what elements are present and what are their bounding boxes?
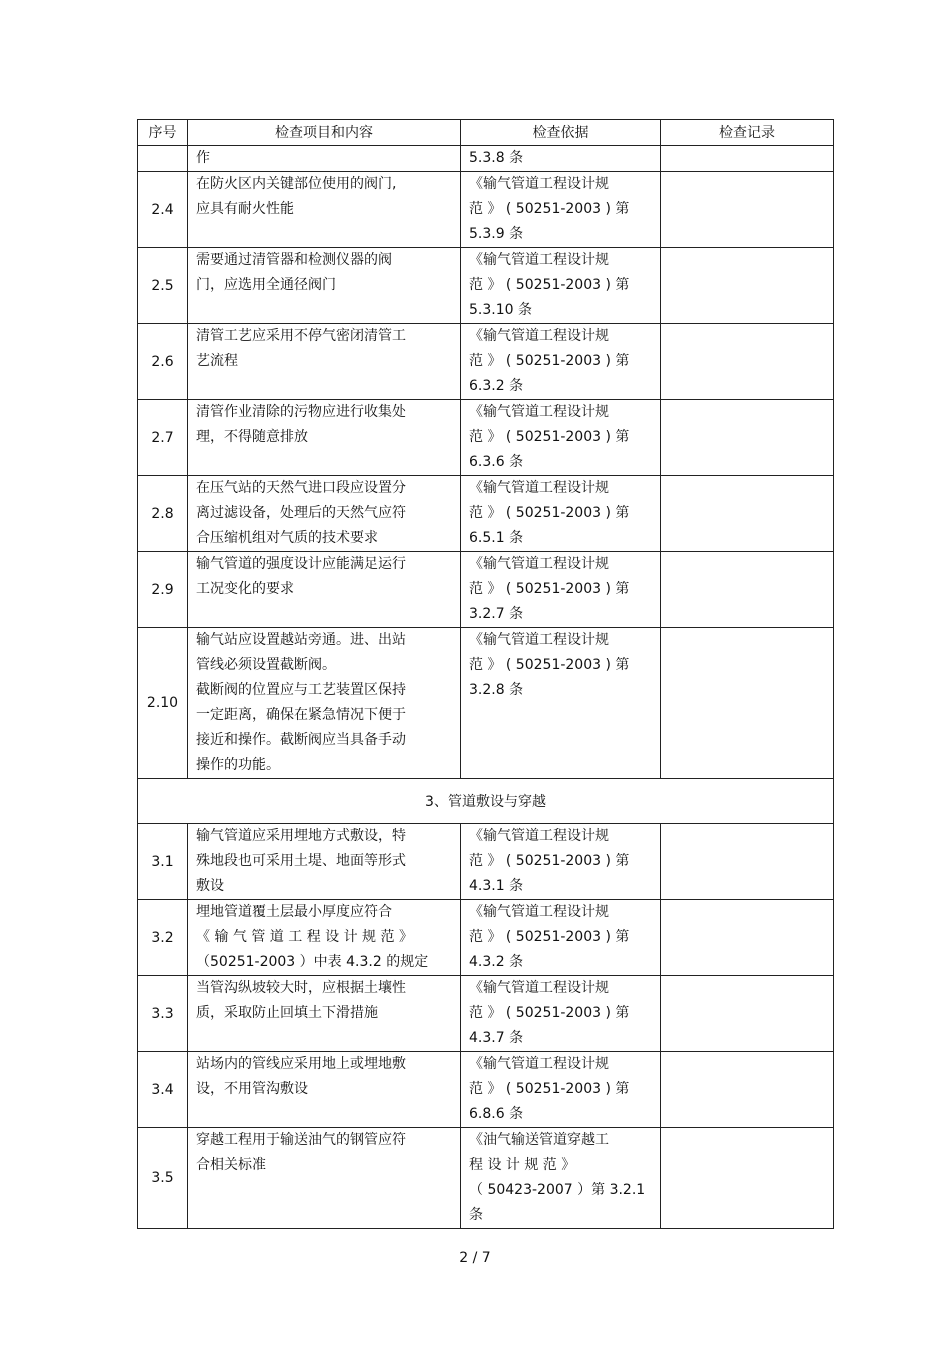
item-line: 《 输 气 管 道 工 程 设 计 规 范 》 bbox=[196, 929, 413, 945]
item-line: 敷设 bbox=[196, 878, 224, 894]
basis-line: 条 bbox=[469, 1207, 483, 1223]
item-line: 管线必须设置截断阀。 bbox=[196, 657, 336, 673]
row-item bbox=[188, 324, 461, 400]
basis-line: 4.3.1 条 bbox=[469, 878, 524, 894]
section-title: 3、管道敷设与穿越 bbox=[138, 779, 834, 824]
item-line: 清管工艺应采用不停气密闭清管工 bbox=[196, 328, 406, 344]
row-item bbox=[188, 248, 461, 324]
row-item bbox=[188, 172, 461, 248]
header-item: 检查项目和内容 bbox=[188, 120, 461, 146]
item-line: 艺流程 bbox=[196, 353, 238, 369]
row-basis bbox=[461, 324, 661, 400]
basis-line: 范 》 ( 50251-2003 ) 第 bbox=[469, 201, 630, 217]
basis-line: 程 设 计 规 范 》 bbox=[469, 1157, 576, 1173]
item-line: 殊地段也可采用土堤、地面等形式 bbox=[196, 853, 406, 869]
row-record bbox=[661, 476, 834, 552]
table-row-continued bbox=[138, 146, 834, 172]
basis-line: 范 》 ( 50251-2003 ) 第 bbox=[469, 1081, 630, 1097]
row-record bbox=[661, 248, 834, 324]
table-row bbox=[138, 248, 834, 324]
header-basis: 检查依据 bbox=[461, 120, 661, 146]
table-body-a bbox=[138, 146, 834, 779]
row-basis bbox=[461, 400, 661, 476]
table-row bbox=[138, 628, 834, 779]
inspection-table bbox=[137, 119, 834, 1229]
row-record bbox=[661, 400, 834, 476]
table-row bbox=[138, 476, 834, 552]
section-body bbox=[138, 779, 834, 824]
basis-line: 3.2.7 条 bbox=[469, 606, 524, 622]
row-item bbox=[188, 976, 461, 1052]
item-line: 接近和操作。截断阀应当具备手动 bbox=[196, 732, 406, 748]
row-no: 2.5 bbox=[138, 248, 188, 324]
table-row bbox=[138, 1128, 834, 1229]
table-header-row bbox=[138, 120, 834, 146]
basis-line: 3.2.8 条 bbox=[469, 682, 524, 698]
row-no: 3.1 bbox=[138, 824, 188, 900]
row-item bbox=[188, 824, 461, 900]
item-line: 工况变化的要求 bbox=[196, 581, 294, 597]
row-basis bbox=[461, 248, 661, 324]
item-line: 门，应选用全通径阀门 bbox=[196, 277, 336, 293]
basis-line: 范 》 ( 50251-2003 ) 第 bbox=[469, 429, 630, 445]
item-line: 输气管道的强度设计应能满足运行 bbox=[196, 556, 406, 572]
basis-line: 6.3.6 条 bbox=[469, 454, 524, 470]
basis-line: 范 》 ( 50251-2003 ) 第 bbox=[469, 853, 630, 869]
item-line: 输气站应设置越站旁通。进、出站 bbox=[196, 632, 406, 648]
row-no: 3.3 bbox=[138, 976, 188, 1052]
row-record bbox=[661, 976, 834, 1052]
row-item bbox=[188, 1128, 461, 1229]
item-line: 合压缩机组对气质的技术要求 bbox=[196, 530, 378, 546]
row-record bbox=[661, 146, 834, 172]
basis-line: 《输气管道工程设计规 bbox=[469, 328, 609, 344]
basis-line: 《输气管道工程设计规 bbox=[469, 1056, 609, 1072]
row-record bbox=[661, 552, 834, 628]
row-record bbox=[661, 1052, 834, 1128]
table-row bbox=[138, 324, 834, 400]
basis-line: 6.8.6 条 bbox=[469, 1106, 524, 1122]
row-record bbox=[661, 172, 834, 248]
row-no: 3.4 bbox=[138, 1052, 188, 1128]
basis-line: 范 》 ( 50251-2003 ) 第 bbox=[469, 1005, 630, 1021]
item-line: （50251-2003 ）中表 4.3.2 的规定 bbox=[196, 954, 429, 970]
item-line: 一定距离，确保在紧急情况下便于 bbox=[196, 707, 406, 723]
row-item bbox=[188, 400, 461, 476]
table-row bbox=[138, 900, 834, 976]
basis-line: （ 50423-2007 ）第 3.2.1 bbox=[469, 1182, 646, 1198]
table-row bbox=[138, 172, 834, 248]
basis-line: 4.3.2 条 bbox=[469, 954, 524, 970]
basis-line: 《输气管道工程设计规 bbox=[469, 904, 609, 920]
table-body-b bbox=[138, 824, 834, 1229]
basis-line: 《输气管道工程设计规 bbox=[469, 252, 609, 268]
row-item bbox=[188, 628, 461, 779]
row-record bbox=[661, 824, 834, 900]
basis-line: 《输气管道工程设计规 bbox=[469, 404, 609, 420]
item-line: 应具有耐火性能 bbox=[196, 201, 294, 217]
table-row bbox=[138, 1052, 834, 1128]
item-line: 输气管道应采用埋地方式敷设，特 bbox=[196, 828, 406, 844]
item-line: 当管沟纵坡较大时，应根据土壤性 bbox=[196, 980, 406, 996]
header-record: 检查记录 bbox=[661, 120, 834, 146]
header-no: 序号 bbox=[138, 120, 188, 146]
row-item bbox=[188, 900, 461, 976]
item-line: 操作的功能。 bbox=[196, 757, 280, 773]
basis-line: 5.3.10 条 bbox=[469, 302, 532, 318]
basis-line: 5.3.9 条 bbox=[469, 226, 524, 242]
row-no bbox=[138, 146, 188, 172]
item-line: 理，不得随意排放 bbox=[196, 429, 308, 445]
basis-line: 4.3.7 条 bbox=[469, 1030, 524, 1046]
basis-line: 6.5.1 条 bbox=[469, 530, 524, 546]
row-basis bbox=[461, 146, 661, 172]
item-line: 清管作业清除的污物应进行收集处 bbox=[196, 404, 406, 420]
basis-line: 《输气管道工程设计规 bbox=[469, 556, 609, 572]
item-line: 需要通过清管器和检测仪器的阀 bbox=[196, 252, 392, 268]
basis-line: 《油气输送管道穿越工 bbox=[469, 1132, 609, 1148]
row-basis bbox=[461, 552, 661, 628]
item-line: 埋地管道覆土层最小厚度应符合 bbox=[196, 904, 392, 920]
row-basis bbox=[461, 476, 661, 552]
row-no: 2.6 bbox=[138, 324, 188, 400]
basis-line: 范 》 ( 50251-2003 ) 第 bbox=[469, 657, 630, 673]
row-no: 2.8 bbox=[138, 476, 188, 552]
table-row bbox=[138, 400, 834, 476]
basis-line: 《输气管道工程设计规 bbox=[469, 480, 609, 496]
item-line: 站场内的管线应采用地上或埋地敷 bbox=[196, 1056, 406, 1072]
basis-line: 范 》 ( 50251-2003 ) 第 bbox=[469, 581, 630, 597]
item-line: 在压气站的天然气进口段应设置分 bbox=[196, 480, 406, 496]
basis-line: 《输气管道工程设计规 bbox=[469, 828, 609, 844]
basis-line: 《输气管道工程设计规 bbox=[469, 980, 609, 996]
basis-line: 6.3.2 条 bbox=[469, 378, 524, 394]
table-row bbox=[138, 824, 834, 900]
row-basis bbox=[461, 824, 661, 900]
row-basis bbox=[461, 1128, 661, 1229]
row-no: 2.9 bbox=[138, 552, 188, 628]
row-record bbox=[661, 628, 834, 779]
row-basis bbox=[461, 628, 661, 779]
row-item bbox=[188, 476, 461, 552]
row-item bbox=[188, 146, 461, 172]
item-line: 设，不用管沟敷设 bbox=[196, 1081, 308, 1097]
item-line: 在防火区内关键部位使用的阀门, bbox=[196, 176, 397, 192]
page-number: 2 / 7 bbox=[459, 1250, 491, 1266]
row-basis bbox=[461, 900, 661, 976]
item-line: 作 bbox=[196, 150, 210, 166]
table-row bbox=[138, 976, 834, 1052]
row-basis bbox=[461, 976, 661, 1052]
row-item bbox=[188, 1052, 461, 1128]
row-no: 3.2 bbox=[138, 900, 188, 976]
row-no: 3.5 bbox=[138, 1128, 188, 1229]
section-row bbox=[138, 779, 834, 824]
row-basis bbox=[461, 172, 661, 248]
row-basis bbox=[461, 1052, 661, 1128]
basis-line: 5.3.8 条 bbox=[469, 150, 524, 166]
row-no: 2.4 bbox=[138, 172, 188, 248]
basis-line: 范 》 ( 50251-2003 ) 第 bbox=[469, 353, 630, 369]
row-record bbox=[661, 324, 834, 400]
row-record bbox=[661, 1128, 834, 1229]
row-item bbox=[188, 552, 461, 628]
basis-line: 范 》 ( 50251-2003 ) 第 bbox=[469, 505, 630, 521]
item-line: 截断阀的位置应与工艺装置区保持 bbox=[196, 682, 406, 698]
basis-line: 范 》 ( 50251-2003 ) 第 bbox=[469, 929, 630, 945]
row-no: 2.10 bbox=[138, 628, 188, 779]
item-line: 离过滤设备，处理后的天然气应符 bbox=[196, 505, 406, 521]
item-line: 质，采取防止回填土下滑措施 bbox=[196, 1005, 378, 1021]
table-row bbox=[138, 552, 834, 628]
item-line: 穿越工程用于输送油气的钢管应符 bbox=[196, 1132, 406, 1148]
basis-line: 《输气管道工程设计规 bbox=[469, 176, 609, 192]
item-line: 合相关标准 bbox=[196, 1157, 266, 1173]
row-no: 2.7 bbox=[138, 400, 188, 476]
row-record bbox=[661, 900, 834, 976]
basis-line: 范 》 ( 50251-2003 ) 第 bbox=[469, 277, 630, 293]
basis-line: 《输气管道工程设计规 bbox=[469, 632, 609, 648]
